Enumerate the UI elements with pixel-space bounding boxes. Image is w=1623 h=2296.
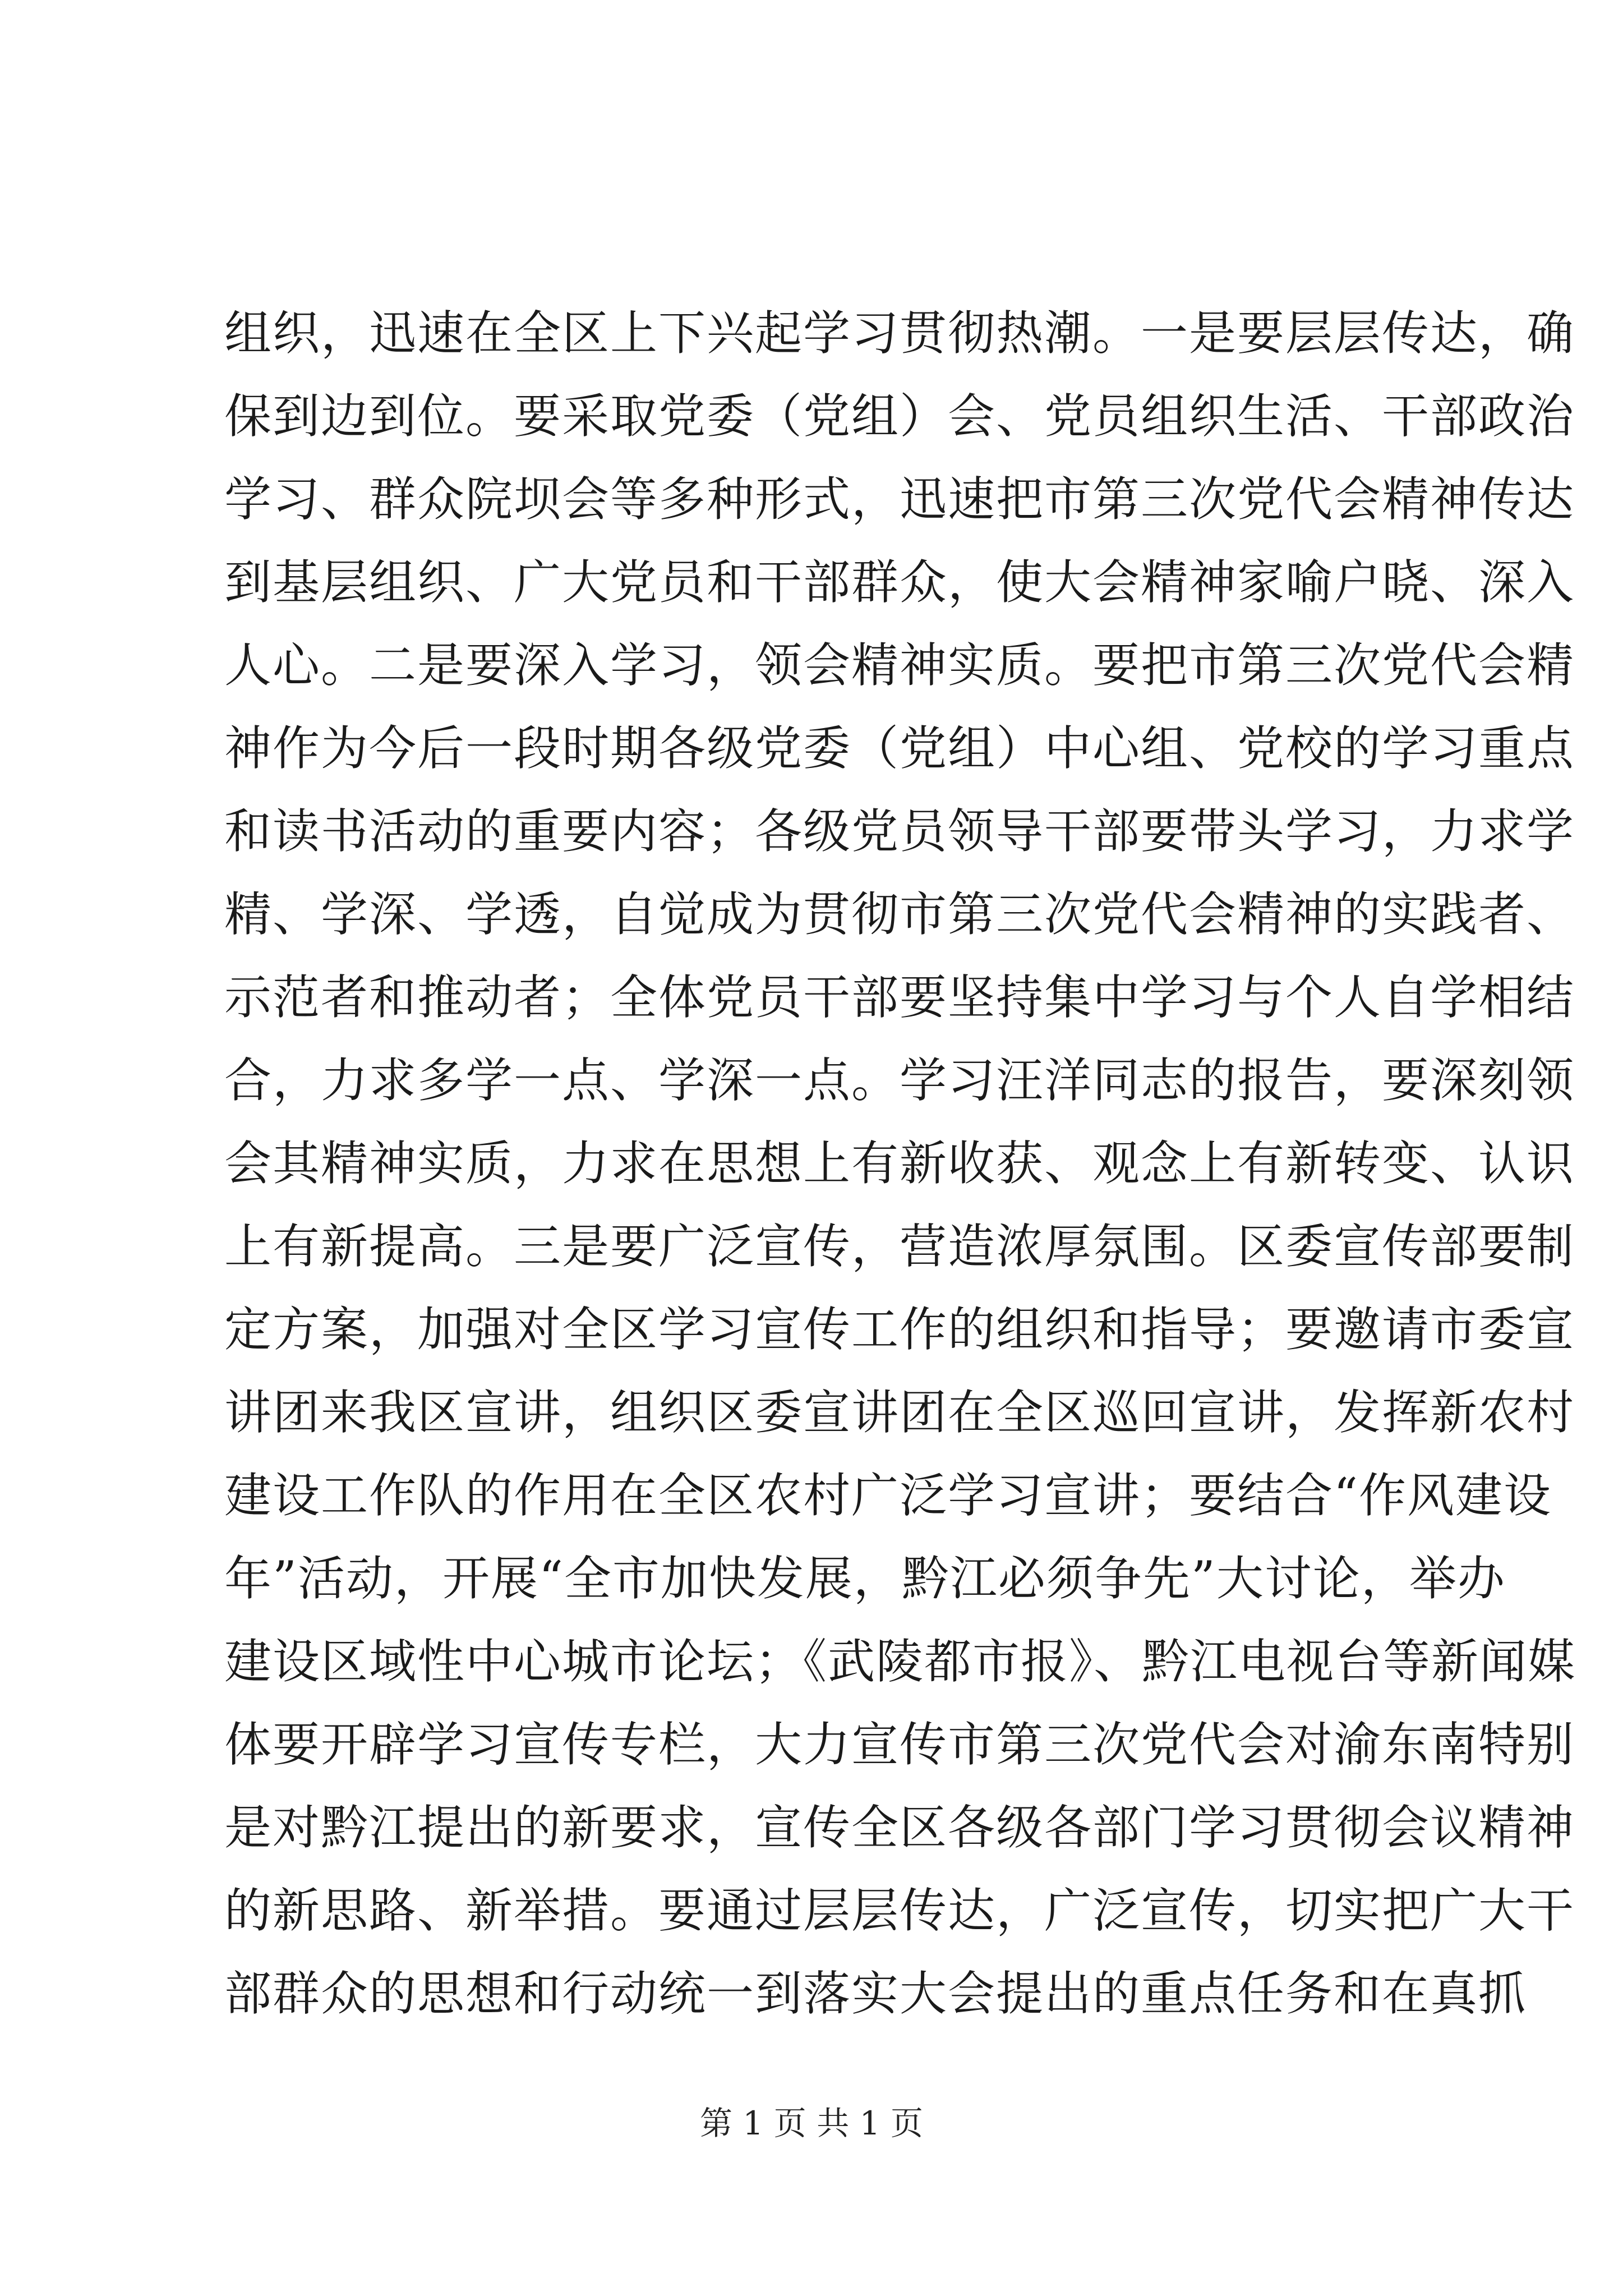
page-footer: 第 1 页 共 1 页 — [700, 2104, 923, 2142]
body-line: 到基层组织、广大党员和干部群众，使大会精神家喻户晓、深入 — [224, 555, 1575, 610]
document-body — [224, 292, 1576, 2035]
body-line: 的新思路、新举措。要通过层层传达，广泛宣传，切实把广大干 — [224, 1883, 1575, 1938]
body-line: 学习、群众院坝会等多种形式，迅速把市第三次党代会精神传达 — [224, 472, 1575, 527]
body-line: 是对黔江提出的新要求，宣传全区各级各部门学习贯彻会议精神 — [224, 1800, 1575, 1855]
body-line: 建设区域性中心城市论坛；《武陵都市报》、黔江电视台等新闻媒 — [224, 1634, 1576, 1689]
body-line: 年”活动，开展“全市加快发展，黔江必须争先”大讨论，举办 — [224, 1551, 1506, 1606]
body-line: 建设工作队的作用在全区农村广泛学习宣讲；要结合“作风建设 — [224, 1468, 1552, 1523]
body-line: 部群众的思想和行动统一到落实大会提出的重点任务和在真抓 — [224, 1966, 1527, 2021]
body-line: 会其精神实质，力求在思想上有新收获、观念上有新转变、认识 — [224, 1136, 1575, 1191]
body-line: 和读书活动的重要内容；各级党员领导干部要带头学习，力求学 — [224, 804, 1575, 859]
body-line: 讲团来我区宣讲，组织区委宣讲团在全区巡回宣讲，发挥新农村 — [224, 1385, 1575, 1440]
body-line: 体要开辟学习宣传专栏，大力宣传市第三次党代会对渝东南特别 — [224, 1717, 1575, 1772]
body-line: 人心。二是要深入学习，领会精神实质。要把市第三次党代会精 — [224, 638, 1575, 693]
body-line: 精、学深、学透，自觉成为贯彻市第三次党代会精神的实践者、 — [224, 887, 1575, 942]
body-line: 神作为今后一段时期各级党委（党组）中心组、党校的学习重点 — [224, 721, 1575, 776]
body-line: 示范者和推动者；全体党员干部要坚持集中学习与个人自学相结 — [224, 970, 1575, 1025]
body-line: 组织，迅速在全区上下兴起学习贯彻热潮。一是要层层传达，确 — [224, 306, 1575, 361]
body-line: 合，力求多学一点、学深一点。学习汪洋同志的报告，要深刻领 — [224, 1053, 1575, 1108]
body-line: 定方案，加强对全区学习宣传工作的组织和指导；要邀请市委宣 — [224, 1302, 1575, 1357]
body-line: 保到边到位。要采取党委（党组）会、党员组织生活、干部政治 — [224, 389, 1575, 444]
body-line: 上有新提高。三是要广泛宣传，营造浓厚氛围。区委宣传部要制 — [224, 1219, 1575, 1274]
